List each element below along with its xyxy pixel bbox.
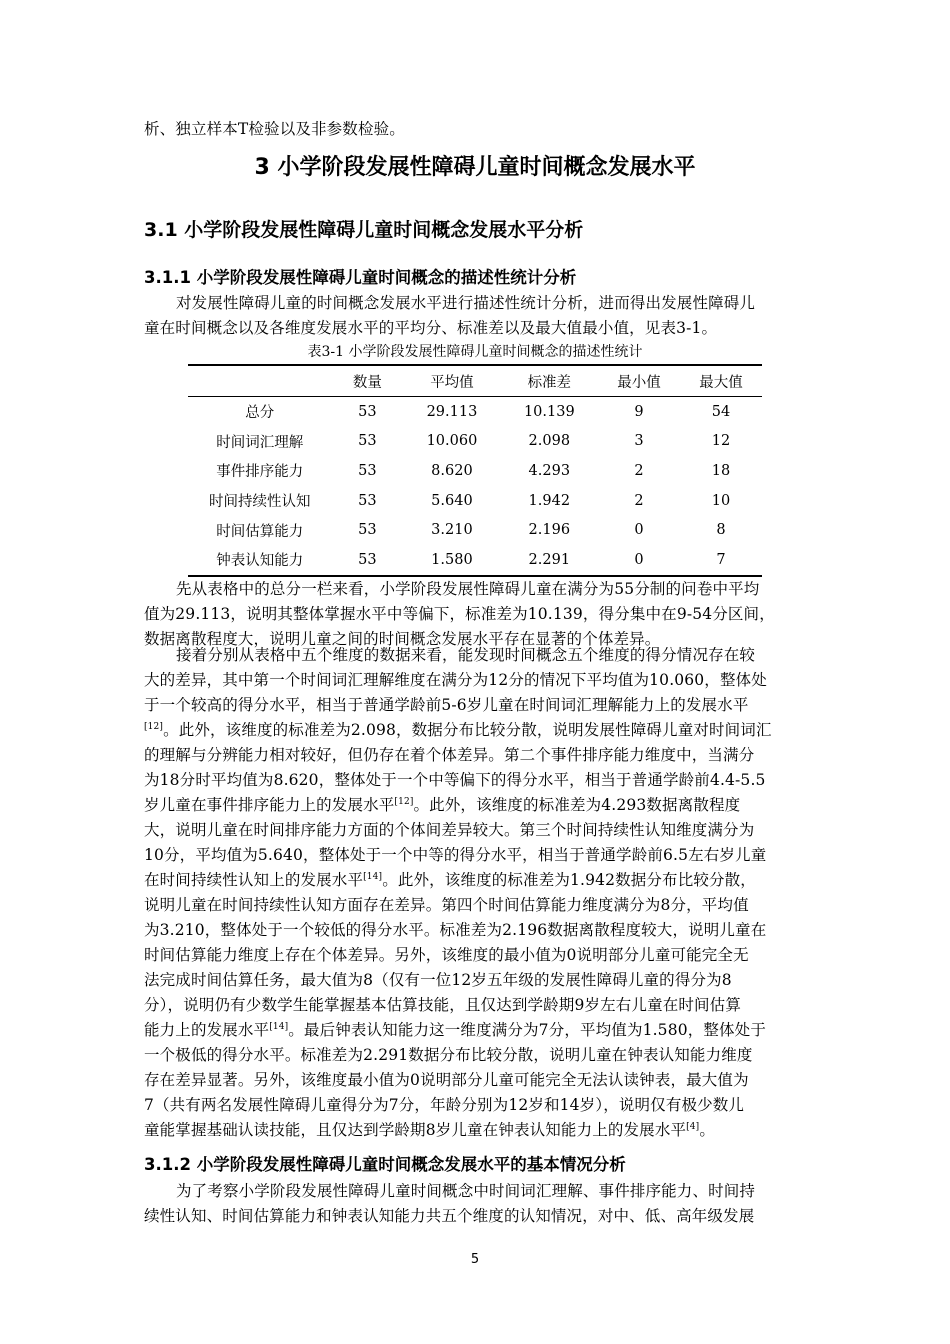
section-title: 3.1 小学阶段发展性障碍儿童时间概念发展水平分析 xyxy=(144,219,584,241)
paragraph-line: 为了考察小学阶段发展性障碍儿童时间概念中时间词汇理解、事件排序能力、时间持 xyxy=(176,1182,756,1200)
table-row xyxy=(188,397,762,427)
citation-marker: [4] xyxy=(686,1121,700,1132)
table-cell: 0 xyxy=(634,522,644,539)
table-cell: 2.291 xyxy=(501,545,598,576)
table-cell: 18 xyxy=(711,462,731,479)
table-cell: 53 xyxy=(358,403,377,420)
table-row xyxy=(188,486,762,516)
table-cell: 1.942 xyxy=(528,492,571,509)
descriptive-stats-table xyxy=(188,364,762,577)
column-header: 标准差 xyxy=(501,365,598,397)
paragraph-line: 为18分时平均值为8.620，整体处于一个中等偏下的得分水平，相当于普通学龄前4.4-5.5 xyxy=(144,771,766,789)
table-header-row xyxy=(188,365,762,397)
table-cell: 2 xyxy=(634,462,644,479)
paragraph-basic-situation xyxy=(144,1179,806,1229)
top-fragment: 析、独立样本T检验以及非参数检验。 xyxy=(144,120,405,138)
paragraph-line: 分），说明仍有少数学生能掌握基本估算技能，且仅达到学龄期9岁左右儿童在时间估算 xyxy=(144,996,741,1014)
table-cell: 9 xyxy=(634,403,644,420)
citation-marker: [14] xyxy=(269,1021,289,1032)
paragraph-line: 说明儿童在时间持续性认知方面存在差异。第四个时间估算能力维度满分为8分，平均值 xyxy=(144,896,749,914)
column-header: 最大值 xyxy=(680,365,762,397)
table-caption: 表3-1 小学阶段发展性障碍儿童时间概念的描述性统计 xyxy=(307,344,643,360)
table-row xyxy=(188,545,762,576)
intro-paragraph xyxy=(144,291,806,341)
row-label: 时间估算能力 xyxy=(216,523,304,540)
table-row xyxy=(188,427,762,457)
paragraph-line: 大，说明儿童在时间排序能力方面的个体间差异较大。第三个时间持续性认知维度满分为 xyxy=(144,821,755,839)
table-cell: 1.580 xyxy=(403,545,500,576)
paragraph-line: 10分，平均值为5.640，整体处于一个中等的得分水平，相当于普通学龄前6.5左右岁儿童 xyxy=(144,846,767,864)
table-cell: 7 xyxy=(680,545,762,576)
table-cell: 5.640 xyxy=(431,492,473,509)
paragraph-line: 值为29.113，说明其整体掌握水平中等偏下，标准差为10.139，得分集中在9-54分区间， xyxy=(144,605,775,623)
paragraph-line: 于一个较高的得分水平，相当于普通学龄前5-6岁儿童在时间词汇理解能力上的发展水平 xyxy=(144,696,749,714)
table-row xyxy=(188,515,762,545)
table-cell: 3.210 xyxy=(431,522,473,539)
paragraph-line: 一个极低的得分水平。标准差为2.291数据分布比较分散，说明儿童在钟表认知能力维度 xyxy=(144,1046,753,1064)
paragraph-line: 的理解与分辨能力相对较好，但仍存在着个体差异。第二个事件排序能力维度中，当满分 xyxy=(144,746,755,764)
table-cell: 10.139 xyxy=(523,403,575,420)
paragraph-line: 续性认知、时间估算能力和钟表认知能力共五个维度的认知情况，对中、低、高年级发展 xyxy=(144,1207,755,1225)
table-cell: 4.293 xyxy=(528,462,571,479)
row-label: 时间词汇理解 xyxy=(216,434,304,451)
table-row xyxy=(188,456,762,486)
table-cell: 53 xyxy=(358,462,377,479)
row-label: 时间持续性认知 xyxy=(209,494,311,511)
table-cell: 0 xyxy=(598,545,680,576)
table-cell: 29.113 xyxy=(426,403,478,420)
paragraph-line: 7（共有两名发展性障碍儿童得分为7分，年龄分别为12岁和14岁），说明仅有极少数儿 xyxy=(144,1096,745,1114)
citation-marker: [12] xyxy=(144,721,164,732)
paragraph-line: 时间估算能力维度上存在个体差异。另外，该维度的最小值为0说明部分儿童可能完全无 xyxy=(144,946,749,964)
table-cell: 53 xyxy=(358,492,377,509)
table-cell: 3 xyxy=(634,433,644,450)
paragraph-line: 对发展性障碍儿童的时间概念发展水平进行描述性统计分析，进而得出发展性障碍儿 xyxy=(176,294,756,312)
table-cell: 2 xyxy=(634,492,644,509)
row-label: 事件排序能力 xyxy=(216,464,304,481)
table-cell: 12 xyxy=(711,433,731,450)
table-cell: 8 xyxy=(716,522,726,539)
table-cell: 10.060 xyxy=(426,433,478,450)
table-cell: 2.098 xyxy=(528,433,571,450)
column-header: 平均值 xyxy=(403,365,500,397)
paragraph-line: 在时间持续性认知上的发展水平[14]。此外，该维度的标准差为1.942数据分布比较分散， xyxy=(144,871,756,889)
column-header xyxy=(188,365,332,397)
paragraph-line: 法完成时间估算任务，最大值为8（仅有一位12岁五年级的发展性障碍儿童的得分为8 xyxy=(144,971,732,989)
table-cell: 2.196 xyxy=(528,522,571,539)
chapter-title: 3 小学阶段发展性障碍儿童时间概念发展水平 xyxy=(254,155,696,180)
paragraph-dimensions xyxy=(144,643,806,1143)
paragraph-line: [12]。此外，该维度的标准差为2.098，数据分布比较分散，说明发展性障碍儿童对时间词汇 xyxy=(144,721,772,739)
paragraph-line: 数据离散程度大，说明儿童之间的时间概念发展水平存在显著的个体差异。 xyxy=(144,630,661,648)
citation-marker: [14] xyxy=(363,871,383,882)
paragraph-line: 岁儿童在事件排序能力上的发展水平[12]。此外，该维度的标准差为4.293数据离散程度 xyxy=(144,796,741,814)
row-label: 总分 xyxy=(245,405,275,422)
paragraph-line: 先从表格中的总分一栏来看，小学阶段发展性障碍儿童在满分为55分制的问卷中平均 xyxy=(176,580,760,598)
subsection-title-1: 3.1.1 小学阶段发展性障碍儿童时间概念的描述性统计分析 xyxy=(144,268,577,287)
table-cell: 53 xyxy=(358,433,377,450)
paragraph-line: 能力上的发展水平[14]。最后钟表认知能力这一维度满分为7分，平均值为1.580，整体处于 xyxy=(144,1021,766,1039)
paragraph-line: 大的差异，其中第一个时间词汇理解维度在满分为12分的情况下平均值为10.060，整体处 xyxy=(144,671,767,689)
table-cell: 53 xyxy=(358,522,377,539)
paragraph-line: 童在时间概念以及各维度发展水平的平均分、标准差以及最大值最小值，见表3-1。 xyxy=(144,319,718,337)
table-cell: 54 xyxy=(711,403,731,420)
table-cell: 8.620 xyxy=(431,462,473,479)
column-header: 数量 xyxy=(332,365,404,397)
row-label: 钟表认知能力 xyxy=(188,545,332,576)
citation-marker: [12] xyxy=(394,796,414,807)
page-number: 5 xyxy=(470,1252,480,1267)
paragraph-line: 为3.210，整体处于一个较低的得分水平。标准差为2.196数据离散程度较大，说明儿童在 xyxy=(144,921,767,939)
paragraph-line: 存在差异显著。另外，该维度最小值为0说明部分儿童可能完全无法认读钟表，最大值为 xyxy=(144,1071,749,1089)
subsection-title-2: 3.1.2 小学阶段发展性障碍儿童时间概念发展水平的基本情况分析 xyxy=(144,1155,626,1174)
column-header: 最小值 xyxy=(598,365,680,397)
table-cell: 53 xyxy=(332,545,404,576)
paragraph-line: 童能掌握基础认读技能，且仅达到学龄期8岁儿童在钟表认知能力上的发展水平[4]。 xyxy=(144,1121,715,1139)
paragraph-line: 接着分别从表格中五个维度的数据来看，能发现时间概念五个维度的得分情况存在较 xyxy=(176,646,756,664)
paragraph-total-score xyxy=(144,577,806,652)
table-cell: 10 xyxy=(711,492,731,509)
